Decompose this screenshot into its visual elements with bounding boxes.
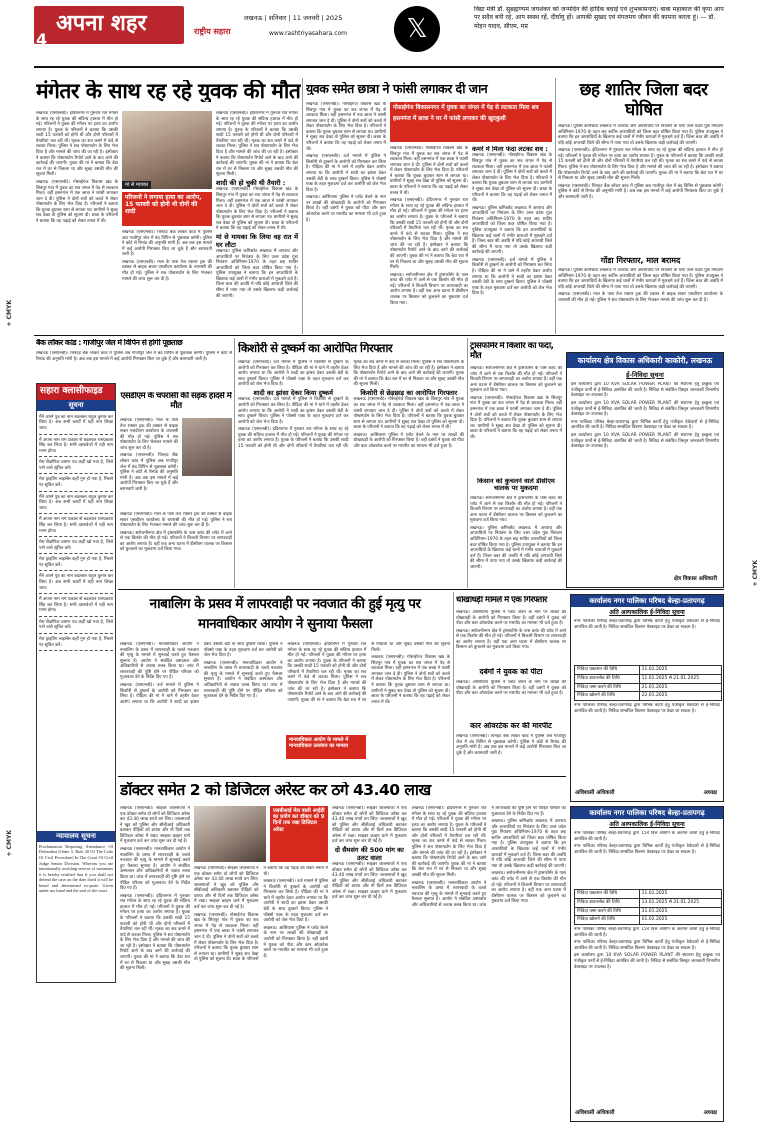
table-row: निविदा जमा करने की तिथि 31.01.2025 (575, 907, 722, 916)
divider (34, 335, 724, 336)
classified-item: मैं अपना नाम राम प्रकाश से बदलकर रामप्रकाश सिंह कर लिया है। सभी दस्तावेजों में यही नाम मान्य होगा। (39, 436, 113, 458)
legal-header: न्यायालय सूचना (37, 831, 115, 842)
story3-body: लखनऊ। पुलिस कमिश्नरेट लखनऊ में अपराध और अपराधियों पर नियंत्रण के लिए उत्तर प्रदेश गुंडा नियंत्रण अधिनियम-1970 के तहत छह शातिर अपराधियों को जिला बदर घोषित किया गया है। पुलिस उपायुक्त ने बताया कि इन अपराधियों के खिलाफ कई थानों में गंभीर धाराओं में मुकदमे दर्ज हैं। जिला बदर की अवधि में यदि कोई अपराधी जिले की सीमा में पाया गया तो उसके खिलाफ कड़ी कार्रवाई की जाएगी। लखनऊ (एसएनबी)। इंदिरानगर में गुरुवार रात मंगेतर के साथ रह रहे युवक की संदिग्ध हालात में मौत हो गई। परिजनों ने युवक की मंगेतर पर हत्या का आरोप लगाया है। युवक के परिजनों ने बताया कि उसकी शादी 15 फरवरी को होनी थी और दोनों परिवारों में तैयारियां चल रही थीं। मृतक का शव कमरे में फंदे से लटका मिला। पुलिस ने शव पोस्टमार्टम के लिए भेज दिया है और मामले की जांच की जा रही है। इंस्पेक्टर ने बताया कि पोस्टमार्टम रिपोर्ट आने के बाद आगे की कार्रवाई की जाएगी। युवक की मां ने बताया कि बेटा रात में घर से निकला था और सुबह उसकी मौत की सूचना मिली। लखनऊ (एसएनबी)। चिनहट बैंक लॉकर कांड में पुलिस अब गाजीपुर जेल में बंद विपिन से पूछताछ करेगी। पुलिस ने कोर्ट से रिमांड की अनुमति मांगी है। अब तक इस मामले में कई आरोपी गिरफ्तार किए जा चुके हैं और बरामदगी जारी है। (558, 124, 723, 200)
story2-col3: कमरे में मिला फंदा लटका शव : लखनऊ (एसएनबी)। गोसाईगंज विकास खंड के शिवपुर गांव में युवक का शव जंगल में पेड़ से लटकता मिला। वहीं हसनगंज में एक छात्रा ने फांसी लगाकर जान दे दी। पुलिस ने दोनों शवों को कब्जे में लेकर पोस्टमार्टम के लिए भेज दिया है। परिजनों ने बताया कि युवक बुधवार शाम से लापता था। ग्रामीणों ने सुबह शव देखा तो पुलिस को सूचना दी। छात्रा के परिजनों ने बताया कि वह पढ़ाई को लेकर तनाव में थी। लखनऊ। पुलिस कमिश्नरेट लखनऊ में अपराध और अपराधियों पर नियंत्रण के लिए उत्तर प्रदेश गुंडा नियंत्रण अधिनियम-1970 के तहत छह शातिर अपराधियों को जिला बदर घोषित किया गया है। पुलिस उपायुक्त ने बताया कि इन अपराधियों के खिलाफ कई थानों में गंभीर धाराओं में मुकदमे दर्ज हैं। जिला बदर की अवधि में यदि कोई अपराधी जिले की सीमा में पाया गया तो उसके खिलाफ कड़ी कार्रवाई की जाएगी। लखनऊ (एसएनबी)। दर्ज मामले में पुलिस ने किशोरी से दुष्कर्म के आरोपी को गिरफ्तार कर लिया है। पीड़िता की मां ने थाने में तहरीर देकर आरोप लगाया था कि आरोपी ने शादी का झांसा देकर उसकी बेटी के साथ दुष्कर्म किया। पुलिस ने पॉक्सो एक्ट के तहत मुकदमा दर्ज कर आरोपी को जेल भेज दिया है। (472, 146, 552, 297)
story3-headline: छह शातिर जिला बदर घोषित (579, 80, 708, 121)
notice1-title: ई-निविदा सूचना (626, 371, 664, 379)
notice1-body: इस कार्यालय द्वारा 10 KVA SOLAR POWER PLANT की स्थापना हेतु इच्छुक एवं पंजीकृत फर्मों से ई-निविदा आमंत्रित की जाती है। निविदा से संबंधित विस्तृत जानकारी विभागीय वेबसाइट पर उपलब्ध है। इस कार्यालय द्वारा 10 KVA SOLAR POWER PLANT की स्थापना हेतु इच्छुक एवं पंजीकृत फर्मों से ई-निविदा आमंत्रित की जाती है। निविदा से संबंधित विस्तृत जानकारी विभागीय वेबसाइट पर उपलब्ध है। नगर पालिका परिषद बेल्हा-प्रतापगढ़ द्वारा विभिन्न कार्यों हेतु पंजीकृत ठेकेदारों से ई-निविदा आमंत्रित की जाती है। निविदा सम्बंधित विवरण वेबसाइट पर देखा जा सकता है। इस कार्यालय द्वारा 10 KVA SOLAR POWER PLANT की स्थापना हेतु इच्छुक एवं पंजीकृत फर्मों से ई-निविदा आमंत्रित की जाती है। निविदा से संबंधित विस्तृत जानकारी विभागीय वेबसाइट पर उपलब्ध है। (571, 382, 719, 450)
story2-tagline: गोसाईगंज विकासनगर में युवक का जंगल में पेड़ से लटकता मिला शव (393, 105, 539, 111)
story1-body: लखनऊ (एसएनबी)। इंदिरानगर में गुरुवार रात मंगेतर के साथ रह रहे युवक की संदिग्ध हालात में मौत हो गई। परिजनों ने युवक की मंगेतर पर हत्या का आरोप लगाया है। युवक के परिजनों ने बताया कि उसकी शादी 15 फरवरी को होनी थी और दोनों परिवारों में तैयारियां चल रही थीं। मृतक का शव कमरे में फंदे से लटका मिला। पुलिस ने शव पोस्टमार्टम के लिए भेज दिया है और मामले की जांच की जा रही है। इंस्पेक्टर ने बताया कि पोस्टमार्टम रिपोर्ट आने के बाद आगे की कार्रवाई की जाएगी। युवक की मां ने बताया कि बेटा रात में घर से निकला था और सुबह उसकी मौत की सूचना मिली। (36, 111, 118, 178)
classified-item: मेरा शैक्षणिक प्रमाण पत्र कहीं खो गया है, जिसे पाने वाले सूचित करें। (39, 458, 113, 474)
notice3-header: कार्यालय नगर पालिका परिषद बेल्हा-प्रतापगढ़ (571, 807, 723, 819)
notice1-header: कार्यालय क्षेत्र विकास अधिकारी काकोरी, लखनऊ (567, 353, 723, 368)
notice2-sign-right: अध्यक्ष (703, 789, 717, 796)
notice3-body-2: नगर पालिका परिषद बेल्हा-प्रतापगढ़ द्वारा 15वें वित्त आयोग के अंतर्गत कार्यों हेतु ई-निविदा आमंत्रित की जाती है। नगर पालिका परिषद बेल्हा-प्रतापगढ़ द्वारा विभिन्न कार्यों हेतु पंजीकृत ठेकेदारों से ई-निविदा आमंत्रित की जाती है। निविदा सम्बंधित विवरण वेबसाइट पर देखा जा सकता है। इस कार्यालय द्वारा 10 KVA SOLAR POWER PLANT की स्थापना हेतु इच्छुक एवं पंजीकृत फर्मों से ई-निविदा आमंत्रित की जाती है। निविदा से संबंधित विस्तृत जानकारी विभागीय वेबसाइट पर उपलब्ध है। (574, 927, 720, 970)
story1-subhead2: मां से मायका कि लिया वह रात में घर लौटा (216, 233, 298, 249)
story9-sub3: कार ओवरटेक कर की मारपीट (470, 722, 552, 730)
story2-headline: युवक समेत छात्रा ने फांसी लगाकर दी जान (306, 82, 488, 96)
story5-col1: लखनऊ (एसएनबी)। दर्ज मामले में पुलिस ने किशोरी से दुष्कर्म के आरोपी को गिरफ्तार कर लिया है। पीड़िता की मां ने थाने में तहरीर देकर आरोप लगाया था कि आरोपी ने शादी का झांसा देकर उसकी बेटी के साथ दुष्कर्म किया। पुलिस ने पॉक्सो एक्ट के तहत मुकदमा दर्ज कर आरोपी को जेल भेज दिया है। शादी का झांसा देकर किया दुष्कर्म लखनऊ (एसएनबी)। दर्ज मामले में पुलिस ने किशोरी से दुष्कर्म के आरोपी को गिरफ्तार कर लिया है। पीड़िता की मां ने थाने में तहरीर देकर आरोप लगाया था कि आरोपी ने शादी का झांसा देकर उसकी बेटी के साथ दुष्कर्म किया। पुलिस ने पॉक्सो एक्ट के तहत मुकदमा दर्ज कर आरोपी को जेल भेज दिया है। लखनऊ (एसएनबी)। इंदिरानगर में गुरुवार रात मंगेतर के साथ रह रहे युवक की संदिग्ध हालात में मौत हो गई। परिजनों ने युवक की मंगेतर पर हत्या का आरोप लगाया है। युवक के परिजनों ने बताया कि उसकी शादी 15 फरवरी को होनी थी और दोनों परिवारों में तैयारियां चल रही थीं। मृतक का शव कमरे में फंदे से लटका मिला। पुलिस ने शव पोस्टमार्टम के लिए भेज दिया है और मामले की जांच की जा रही है। इंस्पेक्टर ने बताया कि पोस्टमार्टम रिपोर्ट आने के बाद आगे की कार्रवाई की जाएगी। युवक की मां ने बताया कि बेटा रात में घर से निकला था और सुबह उसकी मौत की सूचना मिली। किशोरी से छेड़छाड़ का आरोपित गिरफ्तार लखनऊ (एसएनबी)। गोसाईगंज विकास खंड के शिवपुर गांव में युवक का शव जंगल में पेड़ से लटकता मिला। वहीं हसनगंज में एक छात्रा ने फांसी लगाकर जान दे दी। पुलिस ने दोनों शवों को कब्जे में लेकर पोस्टमार्टम के लिए भेज दिया है। परिजनों ने बताया कि युवक बुधवार शाम से लापता था। ग्रामीणों ने सुबह शव देखा तो पुलिस को सूचना दी। छात्रा के परिजनों ने बताया कि वह पढ़ाई को लेकर तनाव में थी। लखनऊ। आशियाना पुलिस ने प्लॉट बेचने के नाम पर लाखों की धोखाधड़ी के आरोपी को गिरफ्तार किया है। वहीं दबंगों ने युवक को पीटा और कार ओवरटेक करने पर मारपीट का मामला भी दर्ज हुआ है। (238, 360, 464, 449)
table-row: निविदा प्रकाशन की तिथि 11.01.2025 (575, 666, 722, 675)
classified-item: मेरा ड्राइविंग लाइसेंस कहीं गुम हो गया है, मिलने पर सूचित करें। (39, 475, 113, 491)
story10-photo (194, 806, 266, 862)
story1-headline: मंगेतर के साथ रह रहे युवक की मौत (36, 80, 301, 103)
divider (453, 592, 454, 774)
classified-item: मेरा ड्राइविंग लाइसेंस कहीं गुम हो गया है, मिलने पर सूचित करें। (39, 635, 113, 651)
classified-items (37, 411, 115, 831)
story10-headline: डॉक्टर समेत 2 को डिजिटल अरेस्ट कर ठगे 43.40 लाख (120, 782, 431, 799)
table-row: निविदा खोलने की तिथि 01.02.2025 (575, 916, 722, 925)
legal-body: Proclamation Requiring Attendance Of Defendant (Order 5, Rule 20 Of The Code Of Civil Procedure) In The Court Of Civil Judge Senior Division. Whereas you are intentionally avoiding service of summons it is hereby notified that if you shall not defend the case on the date fixed it will be heard and determined ex-parte. Given under my hand and the seal of the court. (39, 843, 113, 894)
paper-name: राष्ट्रीय सहारा (194, 27, 231, 36)
story9-body-3: लखनऊ (एसएनबी)। चिनहट बैंक लॉकर कांड में पुलिस अब गाजीपुर जेल में बंद विपिन से पूछताछ करेगी। पुलिस ने कोर्ट से रिमांड की अनुमति मांगी है। अब तक इस मामले में कई आरोपी गिरफ्तार किए जा चुके हैं और बरामदगी जारी है। (456, 734, 566, 756)
notice2-body: नगर पालिका परिषद बेल्हा-प्रतापगढ़ द्वारा विभिन्न कार्यों हेतु पंजीकृत ठेकेदारों से ई-निविदा आमंत्रित की जाती है। निविदा सम्बंधित विवरण वेबसाइट पर देखा जा सकता है। (574, 619, 720, 630)
story8-callout: मानवाधिकार आयोग के मामले में मानवाधिकार उल्लंघन का मामला (286, 735, 366, 759)
story6-headline: ट्रांसफॉर्मर में किशोर का फंदा, मौत (470, 342, 554, 361)
story6-sub2: किसान को कुचलने वाले डीसीएम चालक पर मुकदमा (477, 478, 555, 493)
classified-item: मेरा ड्राइविंग लाइसेंस कहीं गुम हो गया है, मिलने पर सूचित करें। (39, 555, 113, 571)
story2-col1: लखनऊ (एसएनबी)। गोसाईगंज विकास खंड के शिवपुर गांव में युवक का शव जंगल में पेड़ से लटकता मिला। वहीं हसनगंज में एक छात्रा ने फांसी लगाकर जान दे दी। पुलिस ने दोनों शवों को कब्जे में लेकर पोस्टमार्टम के लिए भेज दिया है। परिजनों ने बताया कि युवक बुधवार शाम से लापता था। ग्रामीणों ने सुबह शव देखा तो पुलिस को सूचना दी। छात्रा के परिजनों ने बताया कि वह पढ़ाई को लेकर तनाव में थी। लखनऊ (एसएनबी)। दर्ज मामले में पुलिस ने किशोरी से दुष्कर्म के आरोपी को गिरफ्तार कर लिया है। पीड़िता की मां ने थाने में तहरीर देकर आरोप लगाया था कि आरोपी ने शादी का झांसा देकर उसकी बेटी के साथ दुष्कर्म किया। पुलिस ने पॉक्सो एक्ट के तहत मुकदमा दर्ज कर आरोपी को जेल भेज दिया है। लखनऊ। आशियाना पुलिस ने प्लॉट बेचने के नाम पर लाखों की धोखाधड़ी के आरोपी को गिरफ्तार किया है। वहीं दबंगों ने युवक को पीटा और कार ओवरटेक करने पर मारपीट का मामला भी दर्ज हुआ है। (306, 102, 386, 223)
story5-body: लखनऊ (एसएनबी)। दर्ज मामले में पुलिस ने किशोरी से दुष्कर्म के आरोपी को गिरफ्तार कर लिया है। पीड़िता की मां ने थाने में तहरीर देकर आरोप लगाया था कि आरोपी ने शादी का झांसा देकर उसकी बेटी के साथ दुष्कर्म किया। पुलिस ने पॉक्सो एक्ट के तहत मुकदमा दर्ज कर आरोपी को जेल भेज दिया है। (238, 360, 349, 388)
notice3-box (570, 806, 724, 1122)
brand-block (34, 6, 184, 49)
classified-item: मैं अपना नाम राम प्रकाश से बदलकर रामप्रकाश सिंह कर लिया है। सभी दस्तावेजों में यही नाम मान्य होगा। (39, 595, 113, 617)
story10-col1: लखनऊ (एसएनबी)। साइबर जालसाजों ने एक डॉक्टर समेत दो लोगों को डिजिटल अरेस्ट कर 43.40 लाख रुपये ठग लिए। जालसाजों ने खुद को पुलिस और सीबीआई अधिकारी बताकर पीड़ितों को डराया और नौ दिनों तक डिजिटल अरेस्ट में रखा। साइबर क्राइम थाने में मुकदमा दर्ज कर जांच शुरू कर दी गई है। लखनऊ (एसएनबी)। मानवाधिकार आयोग ने नाबालिग के प्रसव में लापरवाही के चलते नवजात की मृत्यु के मामले में सुनवाई करते हुए फैसला सुनाया है। आयोग ने संबंधित अस्पताल और अधिकारियों से जवाब तलब किया था। जांच में लापरवाही की पुष्टि होने पर पीड़ित परिवार को मुआवजा देने के निर्देश दिए गए हैं। लखनऊ (एसएनबी)। इंदिरानगर में गुरुवार रात मंगेतर के साथ रह रहे युवक की संदिग्ध हालात में मौत हो गई। परिजनों ने युवक की मंगेतर पर हत्या का आरोप लगाया है। युवक के परिजनों ने बताया कि उसकी शादी 15 फरवरी को होनी थी और दोनों परिवारों में तैयारियां चल रही थीं। मृतक का शव कमरे में फंदे से लटका मिला। पुलिस ने शव पोस्टमार्टम के लिए भेज दिया है और मामले की जांच की जा रही है। इंस्पेक्टर ने बताया कि पोस्टमार्टम रिपोर्ट आने के बाद आगे की कार्रवाई की जाएगी। युवक की मां ने बताया कि बेटा रात में घर से निकला था और सुबह उसकी मौत की सूचना मिली। (120, 806, 190, 972)
story1-photo (122, 111, 212, 189)
cmyk-mark-left: + CMYK (6, 300, 13, 327)
story3-body-2: लखनऊ। पुलिस कमिश्नरेट लखनऊ में अपराध और अपराधियों पर नियंत्रण के लिए उत्तर प्रदेश गुंडा नियंत्रण अधिनियम-1970 के तहत छह शातिर अपराधियों को जिला बदर घोषित किया गया है। पुलिस उपायुक्त ने बताया कि इन अपराधियों के खिलाफ कई थानों में गंभीर धाराओं में मुकदमे दर्ज हैं। जिला बदर की अवधि में यदि कोई अपराधी जिले की सीमा में पाया गया तो उसके खिलाफ कड़ी कार्रवाई की जाएगी। लखनऊ (एसएनबी)। माल के पास तेज रफ्तार ट्रक की टक्कर से बाइक सवार एसडीएम कार्यालय के चपरासी की मौत हो गई। पुलिस ने शव पोस्टमार्टम के लिए भेजकर मामले की जांच शुरू कर दी है। (558, 268, 723, 303)
table-row: निविदा जमा करने की तिथि 21.01.2025 (575, 683, 722, 692)
divider (467, 338, 468, 588)
story6-body-2: लखनऊ। सरोजनीनगर क्षेत्र में ट्रांसफॉर्मर के पास करंट की चपेट में आने से एक किशोर की मौत हो गई। परिजनों ने बिजली विभाग पर लापरवाही का आरोप लगाया है। वहीं एक अन्य घटना में डीसीएम चालक पर किसान को कुचलने का मुकदमा दर्ज किया गया। लखनऊ। पुलिस कमिश्नरेट लखनऊ में अपराध और अपराधियों पर नियंत्रण के लिए उत्तर प्रदेश गुंडा नियंत्रण अधिनियम-1970 के तहत छह शातिर अपराधियों को जिला बदर घोषित किया गया है। पुलिस उपायुक्त ने बताया कि इन अपराधियों के खिलाफ कई थानों में गंभीर धाराओं में मुकदमे दर्ज हैं। जिला बदर की अवधि में यदि कोई अपराधी जिले की सीमा में पाया गया तो उसके खिलाफ कड़ी कार्रवाई की जाएगी। (470, 496, 562, 570)
story1-callout: परिजनों ने लगाया हत्या का आरोप, 15 फरवरी को होनी थी दोनों की शादी (122, 192, 212, 226)
notice3-table (574, 889, 722, 925)
story9-headline: धोखाधड़ी मामले में एक गिरफ्तार (456, 596, 547, 605)
story10-callout: एसबीआई मेल वाली आईडी का प्रयोग कर डॉक्टर को 9 दिनों तक रखा डिजिटल अरेस्ट (270, 806, 328, 862)
notice3-sign-right: अध्यक्ष (703, 1109, 717, 1116)
story7-body-2: लखनऊ (एसएनबी)। माल के पास तेज रफ्तार ट्रक की टक्कर से बाइक सवार एसडीएम कार्यालय के चपरासी की मौत हो गई। पुलिस ने शव पोस्टमार्टम के लिए भेजकर मामले की जांच शुरू कर दी है। लखनऊ। सरोजनीनगर क्षेत्र में ट्रांसफॉर्मर के पास करंट की चपेट में आने से एक किशोर की मौत हो गई। परिजनों ने बिजली विभाग पर लापरवाही का आरोप लगाया है। वहीं एक अन्य घटना में डीसीएम चालक पर किसान को कुचलने का मुकदमा दर्ज किया गया। (120, 512, 232, 553)
story1-subhead1: शादी की हो चुकी थी तैयारी : (216, 178, 286, 187)
story10-subhead: दो सैमसंग की 500 मांग का उलट वाला (334, 846, 404, 862)
date-line: लखनऊ | शनिवार | 11 जनवरी | 2025 (244, 14, 343, 22)
story2-tagline2: हसनगंज में छात्रा ने घर में फांसी लगाकर की खुदकुशी (393, 116, 506, 123)
cmyk-mark-right: + CMYK (752, 560, 759, 587)
story2-body: लखनऊ (एसएनबी)। गोसाईगंज विकास खंड के शिवपुर गांव में युवक का शव जंगल में पेड़ से लटकता मिला। वहीं हसनगंज में एक छात्रा ने फांसी लगाकर जान दे दी। पुलिस ने दोनों शवों को कब्जे में लेकर पोस्टमार्टम के लिए भेज दिया है। परिजनों ने बताया कि युवक बुधवार शाम से लापता था। ग्रामीणों ने सुबह शव देखा तो पुलिस को सूचना दी। छात्रा के परिजनों ने बताया कि वह पढ़ाई को लेकर तनाव में थी। (306, 102, 386, 152)
story4-body: लखनऊ (एसएनबी)। चिनहट बैंक लॉकर कांड में पुलिस अब गाजीपुर जेल में बंद विपिन से पूछताछ करेगी। पुलिस ने कोर्ट से रिमांड की अनुमति मांगी है। अब तक इस मामले में कई आरोपी गिरफ्तार किए जा चुके हैं और बरामदगी जारी है। (36, 351, 232, 362)
notice1-sign: क्षेत्र विकास अधिकारी (674, 575, 717, 582)
notice2-sign-left: अधिशासी अधिकारी (575, 789, 615, 796)
classified-header: सहारा क्लासीफाइड (37, 384, 115, 400)
story9-body-2: लखनऊ। आशियाना पुलिस ने प्लॉट बेचने के नाम पर लाखों की धोखाधड़ी के आरोपी को गिरफ्तार किया है। वहीं दबंगों ने युवक को पीटा और कार ओवरटेक करने पर मारपीट का मामला भी दर्ज हुआ है। (456, 680, 566, 697)
masthead-rule (34, 66, 724, 68)
story3-subhead: गोंडा गिरफ्तार, माल बरामद (600, 256, 681, 265)
classified-item: मैंने अपने पुत्र का नाम बदलकर राहुल कुमार कर लिया है। अब सभी कार्यों में यही नाम लिखा जाए। (39, 493, 113, 515)
notice2-body-2: नगर पालिका परिषद बेल्हा-प्रतापगढ़ द्वारा विभिन्न कार्यों हेतु पंजीकृत ठेकेदारों से ई-निविदा आमंत्रित की जाती है। निविदा सम्बंधित विवरण वेबसाइट पर देखा जा सकता है। (574, 703, 720, 714)
story8-headline: नाबालिग के प्रसव में लापरवाही पर नवजात की हुई मृत्यु पर मानवाधिकार आयोग ने सुनाया फैसला (149, 596, 421, 633)
notice3-title: अति अल्पकालिक ई-निविदा सूचना (609, 821, 685, 829)
divider (555, 78, 556, 334)
table-row: निविदा डाउनलोड की तिथि 11.01.2025 से 21.01.2025 (575, 674, 722, 683)
notice2-table (574, 665, 722, 701)
masthead (34, 0, 734, 66)
story5-subhead1: शादी का झांसा देकर किया दुष्कर्म (253, 388, 334, 397)
story9-sub2: दबंगों ने युवक को पीटा (479, 668, 543, 676)
notice2-header: कार्यालय नगर पालिका परिषद बेल्हा-प्रतापगढ़ (571, 595, 723, 607)
cmyk-mark-left-2: + CMYK (6, 830, 13, 857)
story5-subhead2: किशोरी से छेड़छाड़ का आरोपित गिरफ्तार (360, 388, 458, 397)
divider (118, 776, 566, 777)
story1-col1 (36, 111, 118, 331)
greeting-text: विद्या मंत्री डॉ. सुब्रह्मण्यम जयशंकर को जन्मदिन की हार्दिक बधाई एवं शुभकामनाएं। बाबा महाकाल की कृपा आप पर सदैव बनी रहे, आप स्वस्थ रहें, दीर्घायु हों। आपकी सुखद एवं मंगलमय जीवन की कामना करता हूं। — डॉ. मोहन यादव, सीएम, मप्र (474, 6, 724, 30)
story2-subhead: कमरे में मिला फंदा लटका शव : (472, 146, 548, 153)
website-url[interactable]: www.rashtriyasahara.com (269, 30, 348, 37)
classified-box (36, 383, 116, 983)
story1-body-cont: लखनऊ (एसएनबी)। गोसाईगंज विकास खंड के शिवपुर गांव में युवक का शव जंगल में पेड़ से लटकता मिला। वहीं हसनगंज में एक छात्रा ने फांसी लगाकर जान दे दी। पुलिस ने दोनों शवों को कब्जे में लेकर पोस्टमार्टम के लिए भेज दिया है। परिजनों ने बताया कि युवक बुधवार शाम से लापता था। ग्रामीणों ने सुबह शव देखा तो पुलिस को सूचना दी। छात्रा के परिजनों ने बताया कि वह पढ़ाई को लेकर तनाव में थी। (36, 179, 118, 224)
story6-body: लखनऊ। सरोजनीनगर क्षेत्र में ट्रांसफॉर्मर के पास करंट की चपेट में आने से एक किशोर की मौत हो गई। परिजनों ने बिजली विभाग पर लापरवाही का आरोप लगाया है। वहीं एक अन्य घटना में डीसीएम चालक पर किसान को कुचलने का मुकदमा दर्ज किया गया। लखनऊ (एसएनबी)। गोसाईगंज विकास खंड के शिवपुर गांव में युवक का शव जंगल में पेड़ से लटकता मिला। वहीं हसनगंज में एक छात्रा ने फांसी लगाकर जान दे दी। पुलिस ने दोनों शवों को कब्जे में लेकर पोस्टमार्टम के लिए भेज दिया है। परिजनों ने बताया कि युवक बुधवार शाम से लापता था। ग्रामीणों ने सुबह शव देखा तो पुलिस को सूचना दी। छात्रा के परिजनों ने बताया कि वह पढ़ाई को लेकर तनाव में थी। (470, 366, 562, 440)
classified-notice-label: सूचना (37, 400, 115, 411)
story2-col2: लखनऊ (एसएनबी)। गोसाईगंज विकास खंड के शिवपुर गांव में युवक का शव जंगल में पेड़ से लटकता मिला। वहीं हसनगंज में एक छात्रा ने फांसी लगाकर जान दे दी। पुलिस ने दोनों शवों को कब्जे में लेकर पोस्टमार्टम के लिए भेज दिया है। परिजनों ने बताया कि युवक बुधवार शाम से लापता था। ग्रामीणों ने सुबह शव देखा तो पुलिस को सूचना दी। छात्रा के परिजनों ने बताया कि वह पढ़ाई को लेकर तनाव में थी। लखनऊ (एसएनबी)। इंदिरानगर में गुरुवार रात मंगेतर के साथ रह रहे युवक की संदिग्ध हालात में मौत हो गई। परिजनों ने युवक की मंगेतर पर हत्या का आरोप लगाया है। युवक के परिजनों ने बताया कि उसकी शादी 15 फरवरी को होनी थी और दोनों परिवारों में तैयारियां चल रही थीं। मृतक का शव कमरे में फंदे से लटका मिला। पुलिस ने शव पोस्टमार्टम के लिए भेज दिया है और मामले की जांच की जा रही है। इंस्पेक्टर ने बताया कि पोस्टमार्टम रिपोर्ट आने के बाद आगे की कार्रवाई की जाएगी। युवक की मां ने बताया कि बेटा रात में घर से निकला था और सुबह उसकी मौत की सूचना मिली। लखनऊ। सरोजनीनगर क्षेत्र में ट्रांसफॉर्मर के पास करंट की चपेट में आने से एक किशोर की मौत हो गई। परिजनों ने बिजली विभाग पर लापरवाही का आरोप लगाया है। वहीं एक अन्य घटना में डीसीएम चालक पर किसान को कुचलने का मुकदमा दर्ज किया गया। (390, 146, 468, 306)
story10-body-right: लखनऊ (एसएनबी)। साइबर जालसाजों ने एक डॉक्टर समेत दो लोगों को डिजिटल अरेस्ट कर 43.40 लाख रुपये ठग लिए। जालसाजों ने खुद को पुलिस और सीबीआई अधिकारी बताकर पीड़ितों को डराया और नौ दिनों तक डिजिटल अरेस्ट में रखा। साइबर क्राइम थाने में मुकदमा दर्ज कर जांच शुरू कर दी गई है। दो सैमसंग की 500 मांग का उलट वाला लखनऊ (एसएनबी)। साइबर जालसाजों ने एक डॉक्टर समेत दो लोगों को डिजिटल अरेस्ट कर 43.40 लाख रुपये ठग लिए। जालसाजों ने खुद को पुलिस और सीबीआई अधिकारी बताकर पीड़ितों को डराया और नौ दिनों तक डिजिटल अरेस्ट में रखा। साइबर क्राइम थाने में मुकदमा दर्ज कर जांच शुरू कर दी गई है। लखनऊ (एसएनबी)। इंदिरानगर में गुरुवार रात मंगेतर के साथ रह रहे युवक की संदिग्ध हालात में मौत हो गई। परिजनों ने युवक की मंगेतर पर हत्या का आरोप लगाया है। युवक के परिजनों ने बताया कि उसकी शादी 15 फरवरी को होनी थी और दोनों परिवारों में तैयारियां चल रही थीं। मृतक का शव कमरे में फंदे से लटका मिला। पुलिस ने शव पोस्टमार्टम के लिए भेज दिया है और मामले की जांच की जा रही है। इंस्पेक्टर ने बताया कि पोस्टमार्टम रिपोर्ट आने के बाद आगे की कार्रवाई की जाएगी। युवक की मां ने बताया कि बेटा रात में घर से निकला था और सुबह उसकी मौत की सूचना मिली। लखनऊ (एसएनबी)। मानवाधिकार आयोग ने नाबालिग के प्रसव में लापरवाही के चलते नवजात की मृत्यु के मामले में सुनवाई करते हुए फैसला सुनाया है। आयोग ने संबंधित अस्पताल और अधिकारियों से जवाब तलब किया था। जांच में लापरवाही की पुष्टि होने पर पीड़ित परिवार को मुआवजा देने के निर्देश दिए गए हैं। लखनऊ। पुलिस कमिश्नरेट लखनऊ में अपराध और अपराधियों पर नियंत्रण के लिए उत्तर प्रदेश गुंडा नियंत्रण अधिनियम-1970 के तहत छह शातिर अपराधियों को जिला बदर घोषित किया गया है। पुलिस उपायुक्त ने बताया कि इन अपराधियों के खिलाफ कई थानों में गंभीर धाराओं में मुकदमे दर्ज हैं। जिला बदर की अवधि में यदि कोई अपराधी जिले की सीमा में पाया गया तो उसके खिलाफ कड़ी कार्रवाई की जाएगी। लखनऊ। सरोजनीनगर क्षेत्र में ट्रांसफॉर्मर के पास करंट की चपेट में आने से एक किशोर की मौत हो गई। परिजनों ने बिजली विभाग पर लापरवाही का आरोप लगाया है। वहीं एक अन्य घटना में डीसीएम चालक पर किसान को कुचलने का मुकदमा दर्ज किया गया। (332, 806, 566, 908)
story2-tagbox (390, 102, 552, 142)
story7-body: लखनऊ (एसएनबी)। माल के पास तेज रफ्तार ट्रक की टक्कर से बाइक सवार एसडीएम कार्यालय के चपरासी की मौत हो गई। पुलिस ने शव पोस्टमार्टम के लिए भेजकर मामले की जांच शुरू कर दी है। लखनऊ (एसएनबी)। चिनहट बैंक लॉकर कांड में पुलिस अब गाजीपुर जेल में बंद विपिन से पूछताछ करेगी। पुलिस ने कोर्ट से रिमांड की अनुमति मांगी है। अब तक इस मामले में कई आरोपी गिरफ्तार किए जा चुके हैं और बरामदगी जारी है। (120, 418, 178, 492)
notice3-sign-left: अधिशासी अधिकारी (575, 1109, 615, 1116)
table-row: निविदा प्रकाशन की तिथि 11.01.2025 (575, 890, 722, 899)
x-logo-icon: 𝕏 (394, 6, 440, 52)
classified-item: मेरा शैक्षणिक प्रमाण पत्र कहीं खो गया है, जिसे पाने वाले सूचित करें। (39, 618, 113, 634)
story1-col2: लखनऊ (एसएनबी)। चिनहट बैंक लॉकर कांड में पुलिस अब गाजीपुर जेल में बंद विपिन से पूछताछ करेगी। पुलिस ने कोर्ट से रिमांड की अनुमति मांगी है। अब तक इस मामले में कई आरोपी गिरफ्तार किए जा चुके हैं और बरामदगी जारी है। लखनऊ (एसएनबी)। माल के पास तेज रफ्तार ट्रक की टक्कर से बाइक सवार एसडीएम कार्यालय के चपरासी की मौत हो गई। पुलिस ने शव पोस्टमार्टम के लिए भेजकर मामले की जांच शुरू कर दी है। (122, 230, 212, 282)
classified-item: मैंने अपने पुत्र का नाम बदलकर राहुल कुमार कर लिया है। अब सभी कार्यों में यही नाम लिखा जाए। (39, 413, 113, 435)
page-number: 4 (36, 30, 48, 49)
divider (302, 78, 303, 334)
story7-photo (182, 418, 232, 476)
notice2-title: अति अल्पकालिक ई-निविदा सूचना (609, 609, 685, 617)
story1-col3: लखनऊ (एसएनबी)। इंदिरानगर में गुरुवार रात मंगेतर के साथ रह रहे युवक की संदिग्ध हालात में मौत हो गई। परिजनों ने युवक की मंगेतर पर हत्या का आरोप लगाया है। युवक के परिजनों ने बताया कि उसकी शादी 15 फरवरी को होनी थी और दोनों परिवारों में तैयारियां चल रही थीं। मृतक का शव कमरे में फंदे से लटका मिला। पुलिस ने शव पोस्टमार्टम के लिए भेज दिया है और मामले की जांच की जा रही है। इंस्पेक्टर ने बताया कि पोस्टमार्टम रिपोर्ट आने के बाद आगे की कार्रवाई की जाएगी। युवक की मां ने बताया कि बेटा रात में घर से निकला था और सुबह उसकी मौत की सूचना मिली। शादी की हो चुकी थी तैयारी : लखनऊ (एसएनबी)। गोसाईगंज विकास खंड के शिवपुर गांव में युवक का शव जंगल में पेड़ से लटकता मिला। वहीं हसनगंज में एक छात्रा ने फांसी लगाकर जान दे दी। पुलिस ने दोनों शवों को कब्जे में लेकर पोस्टमार्टम के लिए भेज दिया है। परिजनों ने बताया कि युवक बुधवार शाम से लापता था। ग्रामीणों ने सुबह शव देखा तो पुलिस को सूचना दी। छात्रा के परिजनों ने बताया कि वह पढ़ाई को लेकर तनाव में थी। मां से मायका कि लिया वह रात में घर लौटा लखनऊ। पुलिस कमिश्नरेट लखनऊ में अपराध और अपराधियों पर नियंत्रण के लिए उत्तर प्रदेश गुंडा नियंत्रण अधिनियम-1970 के तहत छह शातिर अपराधियों को जिला बदर घोषित किया गया है। पुलिस उपायुक्त ने बताया कि इन अपराधियों के खिलाफ कई थानों में गंभीर धाराओं में मुकदमे दर्ज हैं। जिला बदर की अवधि में यदि कोई अपराधी जिले की सीमा में पाया गया तो उसके खिलाफ कड़ी कार्रवाई की जाएगी। (216, 111, 298, 299)
notice3-body: नगर पालिका परिषद बेल्हा-प्रतापगढ़ द्वारा 15वें वित्त आयोग के अंतर्गत कार्यों हेतु ई-निविदा आमंत्रित की जाती है। नगर पालिका परिषद बेल्हा-प्रतापगढ़ द्वारा विभिन्न कार्यों हेतु पंजीकृत ठेकेदारों से ई-निविदा आमंत्रित की जाती है। निविदा सम्बंधित विवरण वेबसाइट पर देखा जा सकता है। (574, 831, 720, 855)
table-row: निविदा खोलने की तिथि 22.01.2025 (575, 692, 722, 701)
divider (118, 589, 724, 590)
story7-headline: एसडीएम के चपरासी की सड़क हादसे में मौत (120, 392, 232, 411)
notice2-box (570, 594, 724, 802)
classified-item: मैंने अपने पुत्र का नाम बदलकर राहुल कुमार कर लिया है। अब सभी कार्यों में यही नाम लिखा जाए। (39, 572, 113, 594)
story5-headline: किशोरी से दुष्कर्म का आरोपित गिरफ्तार (238, 342, 393, 355)
story4-headline: बैंक लॉकर कांड : गाजीपुर जेल में विपिन से होगी पूछताछ (36, 339, 183, 347)
story10-body-mid: लखनऊ (एसएनबी)। साइबर जालसाजों ने एक डॉक्टर समेत दो लोगों को डिजिटल अरेस्ट कर 43.40 लाख रुपये ठग लिए। जालसाजों ने खुद को पुलिस और सीबीआई अधिकारी बताकर पीड़ितों को डराया और नौ दिनों तक डिजिटल अरेस्ट में रखा। साइबर क्राइम थाने में मुकदमा दर्ज कर जांच शुरू कर दी गई है। लखनऊ (एसएनबी)। गोसाईगंज विकास खंड के शिवपुर गांव में युवक का शव जंगल में पेड़ से लटकता मिला। वहीं हसनगंज में एक छात्रा ने फांसी लगाकर जान दे दी। पुलिस ने दोनों शवों को कब्जे में लेकर पोस्टमार्टम के लिए भेज दिया है। परिजनों ने बताया कि युवक बुधवार शाम से लापता था। ग्रामीणों ने सुबह शव देखा तो पुलिस को सूचना दी। छात्रा के परिजनों ने बताया कि वह पढ़ाई को लेकर तनाव में थी। लखनऊ (एसएनबी)। दर्ज मामले में पुलिस ने किशोरी से दुष्कर्म के आरोपी को गिरफ्तार कर लिया है। पीड़िता की मां ने थाने में तहरीर देकर आरोप लगाया था कि आरोपी ने शादी का झांसा देकर उसकी बेटी के साथ दुष्कर्म किया। पुलिस ने पॉक्सो एक्ट के तहत मुकदमा दर्ज कर आरोपी को जेल भेज दिया है। लखनऊ। आशियाना पुलिस ने प्लॉट बेचने के नाम पर लाखों की धोखाधड़ी के आरोपी को गिरफ्तार किया है। वहीं दबंगों ने युवक को पीटा और कार ओवरटेक करने पर मारपीट का मामला भी दर्ज हुआ है। (194, 866, 328, 963)
divider (234, 338, 235, 588)
table-row: निविदा डाउनलोड की तिथि 13.01.2025 से 31.01.2025 (575, 898, 722, 907)
classified-item: मेरा शैक्षणिक प्रमाण पत्र कहीं खो गया है, जिसे पाने वाले सूचित करें। (39, 538, 113, 554)
story8-body: लखनऊ (एसएनबी)। मानवाधिकार आयोग ने नाबालिग के प्रसव में लापरवाही के चलते नवजात की मृत्यु के मामले में सुनवाई करते हुए फैसला सुनाया है। आयोग ने संबंधित अस्पताल और अधिकारियों से जवाब तलब किया था। जांच में लापरवाही की पुष्टि होने पर पीड़ित परिवार को मुआवजा देने के निर्देश दिए गए हैं। लखनऊ (एसएनबी)। दर्ज मामले में पुलिस ने किशोरी से दुष्कर्म के आरोपी को गिरफ्तार कर लिया है। पीड़िता की मां ने थाने में तहरीर देकर आरोप लगाया था कि आरोपी ने शादी का झांसा देकर उसकी बेटी के साथ दुष्कर्म किया। पुलिस ने पॉक्सो एक्ट के तहत मुकदमा दर्ज कर आरोपी को जेल भेज दिया है। लखनऊ (एसएनबी)। मानवाधिकार आयोग ने नाबालिग के प्रसव में लापरवाही के चलते नवजात की मृत्यु के मामले में सुनवाई करते हुए फैसला सुनाया है। आयोग ने संबंधित अस्पताल और अधिकारियों से जवाब तलब किया था। जांच में लापरवाही की पुष्टि होने पर पीड़ित परिवार को मुआवजा देने के निर्देश दिए गए हैं। लखनऊ (एसएनबी)। इंदिरानगर में गुरुवार रात मंगेतर के साथ रह रहे युवक की संदिग्ध हालात में मौत हो गई। परिजनों ने युवक की मंगेतर पर हत्या का आरोप लगाया है। युवक के परिजनों ने बताया कि उसकी शादी 15 फरवरी को होनी थी और दोनों परिवारों में तैयारियां चल रही थीं। मृतक का शव कमरे में फंदे से लटका मिला। पुलिस ने शव पोस्टमार्टम के लिए भेज दिया है और मामले की जांच की जा रही है। इंस्पेक्टर ने बताया कि पोस्टमार्टम रिपोर्ट आने के बाद आगे की कार्रवाई की जाएगी। युवक की मां ने बताया कि बेटा रात में घर से निकला था और सुबह उसकी मौत की सूचना मिली। लखनऊ (एसएनबी)। गोसाईगंज विकास खंड के शिवपुर गांव में युवक का शव जंगल में पेड़ से लटकता मिला। वहीं हसनगंज में एक छात्रा ने फांसी लगाकर जान दे दी। पुलिस ने दोनों शवों को कब्जे में लेकर पोस्टमार्टम के लिए भेज दिया है। परिजनों ने बताया कि युवक बुधवार शाम से लापता था। ग्रामीणों ने सुबह शव देखा तो पुलिस को सूचना दी। छात्रा के परिजनों ने बताया कि वह पढ़ाई को लेकर तनाव में थी। (120, 642, 450, 705)
classified-item: मैं अपना नाम राम प्रकाश से बदलकर रामप्रकाश सिंह कर लिया है। सभी दस्तावेजों में यही नाम मान्य होगा। (39, 515, 113, 537)
notice1-box (566, 352, 724, 588)
story9-body: लखनऊ। आशियाना पुलिस ने प्लॉट बेचने के नाम पर लाखों की धोखाधड़ी के आरोपी को गिरफ्तार किया है। वहीं दबंगों ने युवक को पीटा और कार ओवरटेक करने पर मारपीट का मामला भी दर्ज हुआ है। लखनऊ। सरोजनीनगर क्षेत्र में ट्रांसफॉर्मर के पास करंट की चपेट में आने से एक किशोर की मौत हो गई। परिजनों ने बिजली विभाग पर लापरवाही का आरोप लगाया है। वहीं एक अन्य घटना में डीसीएम चालक पर किसान को कुचलने का मुकदमा दर्ज किया गया। (456, 610, 566, 651)
brand-name: अपना शहर (56, 11, 147, 36)
photo-tag: मां से मायका (122, 181, 151, 189)
